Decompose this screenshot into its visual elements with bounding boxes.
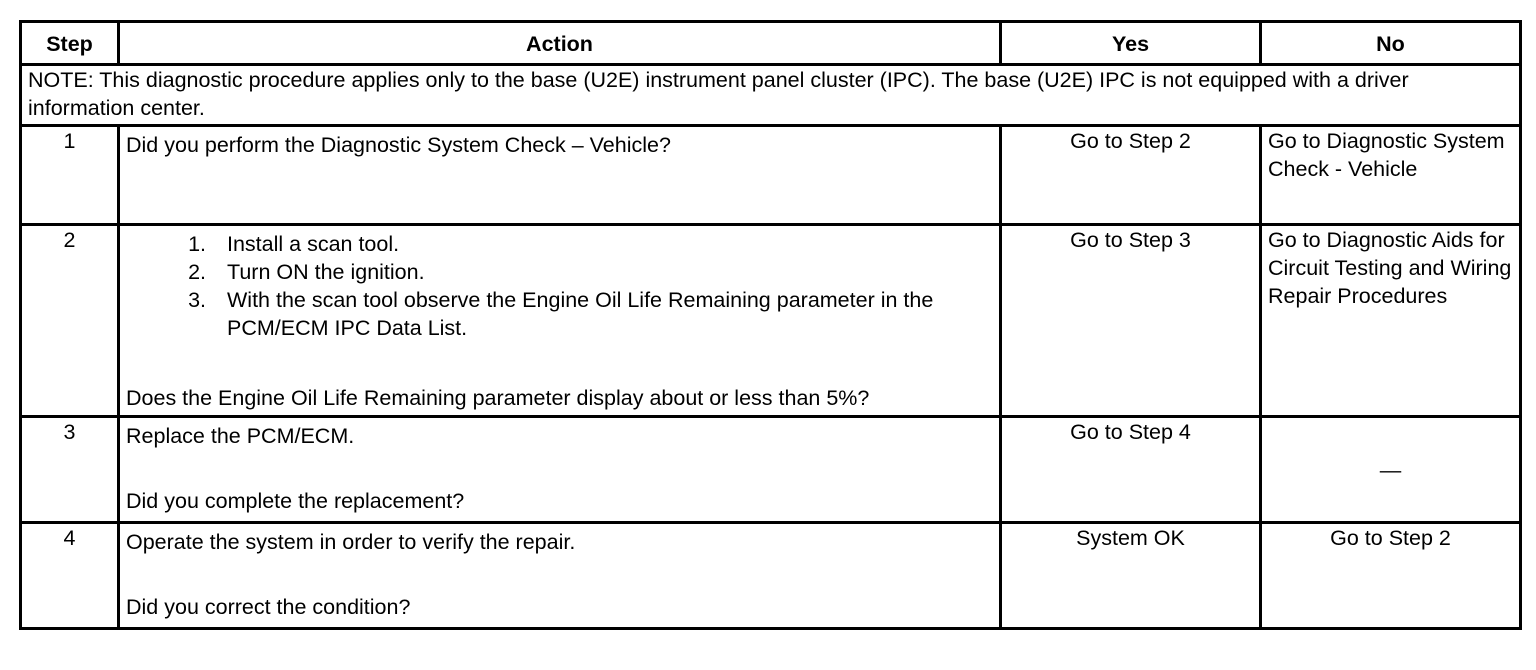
step-number: 4 bbox=[21, 523, 119, 629]
substep-text: With the scan tool observe the Engine Oil Life Remaining parameter in the PCM/ECM IPC Data List. bbox=[227, 288, 934, 340]
header-action: Action bbox=[119, 22, 1001, 65]
list-item bbox=[126, 230, 993, 258]
action-question: Does the Engine Oil Life Remaining parameter display about or less than 5%? bbox=[126, 386, 870, 410]
action-cell bbox=[119, 523, 1001, 629]
header-yes: Yes bbox=[1001, 22, 1261, 65]
action-question: Did you correct the condition? bbox=[126, 595, 411, 619]
step-number: 2 bbox=[21, 225, 119, 417]
no-result: Go to Diagnostic Aids for Circuit Testing and Wiring Repair Procedures bbox=[1261, 225, 1521, 417]
header-step: Step bbox=[21, 22, 119, 65]
table-row bbox=[21, 417, 1521, 523]
list-item bbox=[126, 286, 993, 342]
no-result: Go to Diagnostic System Check - Vehicle bbox=[1261, 126, 1521, 225]
table-row bbox=[21, 523, 1521, 629]
step-number: 3 bbox=[21, 417, 119, 523]
step-number: 1 bbox=[21, 126, 119, 225]
action-cell bbox=[119, 417, 1001, 523]
list-item bbox=[126, 258, 993, 286]
substep-text: Turn ON the ignition. bbox=[227, 260, 425, 284]
yes-result: Go to Step 3 bbox=[1001, 225, 1261, 417]
action-instruction: Operate the system in order to verify the repair. bbox=[126, 530, 576, 554]
action-question: Did you complete the replacement? bbox=[126, 489, 465, 513]
note-row bbox=[21, 65, 1521, 126]
header-row bbox=[21, 22, 1521, 65]
substep-number: 1. bbox=[188, 232, 206, 256]
table-row bbox=[21, 126, 1521, 225]
action-question: Did you perform the Diagnostic System Check – Vehicle? bbox=[126, 133, 671, 157]
yes-result: System OK bbox=[1001, 523, 1261, 629]
no-result: — bbox=[1261, 417, 1521, 523]
substep-text: Install a scan tool. bbox=[227, 232, 400, 256]
action-cell bbox=[119, 126, 1001, 225]
substep-number: 2. bbox=[188, 260, 206, 284]
yes-result: Go to Step 2 bbox=[1001, 126, 1261, 225]
note-text: NOTE: This diagnostic procedure applies only to the base (U2E) instrument panel cluster (IPC). The base (U2E) IPC is not equipped with a driver information center. bbox=[21, 65, 1521, 126]
substep-number: 3. bbox=[188, 288, 206, 312]
substep-list bbox=[126, 230, 993, 342]
action-cell bbox=[119, 225, 1001, 417]
no-result: Go to Step 2 bbox=[1261, 523, 1521, 629]
action-instruction: Replace the PCM/ECM. bbox=[126, 424, 355, 448]
diagnostic-table bbox=[19, 20, 1522, 630]
yes-result: Go to Step 4 bbox=[1001, 417, 1261, 523]
table-row bbox=[21, 225, 1521, 417]
header-no: No bbox=[1261, 22, 1521, 65]
